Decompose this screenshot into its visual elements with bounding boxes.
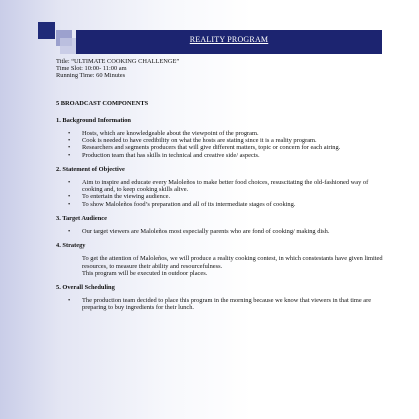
objective-list (56, 179, 386, 208)
scheduling-list (56, 297, 386, 311)
main-heading: 5 BROADCAST COMPONENTS (56, 99, 149, 107)
list-item: • Aim to inspire and educate every Maloleños to make better food choices, resuscitating the old-fashioned way of cooking and, to keep cooking skills alive. (82, 179, 386, 193)
strategy-text (82, 255, 386, 277)
running-time: Running Time: 60 Minutes (56, 72, 126, 80)
program-meta (56, 58, 386, 80)
list-item: • Our target viewers are Maloleños most especially parents who are fond of cooking/ making dish. (82, 228, 386, 235)
section-title-background: 1. Background Information (56, 116, 131, 124)
list-item: • Production team that has skills in technical and creative side/ aspects. (82, 152, 386, 159)
list-item: • Cook is needed to have credibility on what the hosts are stating since it is a reality program. (82, 137, 386, 144)
section-title-audience: 3. Target Audience (56, 214, 107, 222)
strategy-paragraph: To get the attention of Maloleños, we will produce a reality cooking contest, in which constestants have given limited resources, to measure their ability and resourcefulness. (82, 255, 383, 270)
background-list (56, 130, 386, 159)
title-banner (76, 30, 382, 54)
decorative-square-light (60, 38, 76, 54)
banner-title: REALITY PROGRAM (189, 35, 269, 44)
section-title-objective: 2. Statement of Objective (56, 165, 125, 173)
document-body (56, 58, 386, 312)
section-title-scheduling: 5. Overall Scheduling (56, 284, 115, 292)
program-title: Title: “ULTIMATE COOKING CHALLENGE” (56, 58, 180, 65)
audience-list (56, 228, 386, 235)
decorative-square-dark (38, 22, 55, 39)
list-item: • To entertain the viewing audience. (82, 193, 386, 200)
section-title-strategy: 4. Strategy (56, 242, 86, 250)
time-slot: Time Slot: 10:00- 11:00 am (56, 65, 127, 73)
list-item: • Hosts, which are knowledgeable about the viewpoint of the program. (82, 130, 386, 137)
list-item: • To show Maloleños food’s preparation and all of its intermediate stages of cooking. (82, 201, 386, 208)
list-item: • The production team decided to place this program in the morning because we know that viewers in that time are preparing to buy ingredients for their lunch. (82, 297, 386, 311)
strategy-paragraph: This program will be executed in outdoor places. (82, 269, 208, 277)
list-item: • Researchers and segments producers that will give different matters, topic or concern for each airing. (82, 144, 386, 151)
